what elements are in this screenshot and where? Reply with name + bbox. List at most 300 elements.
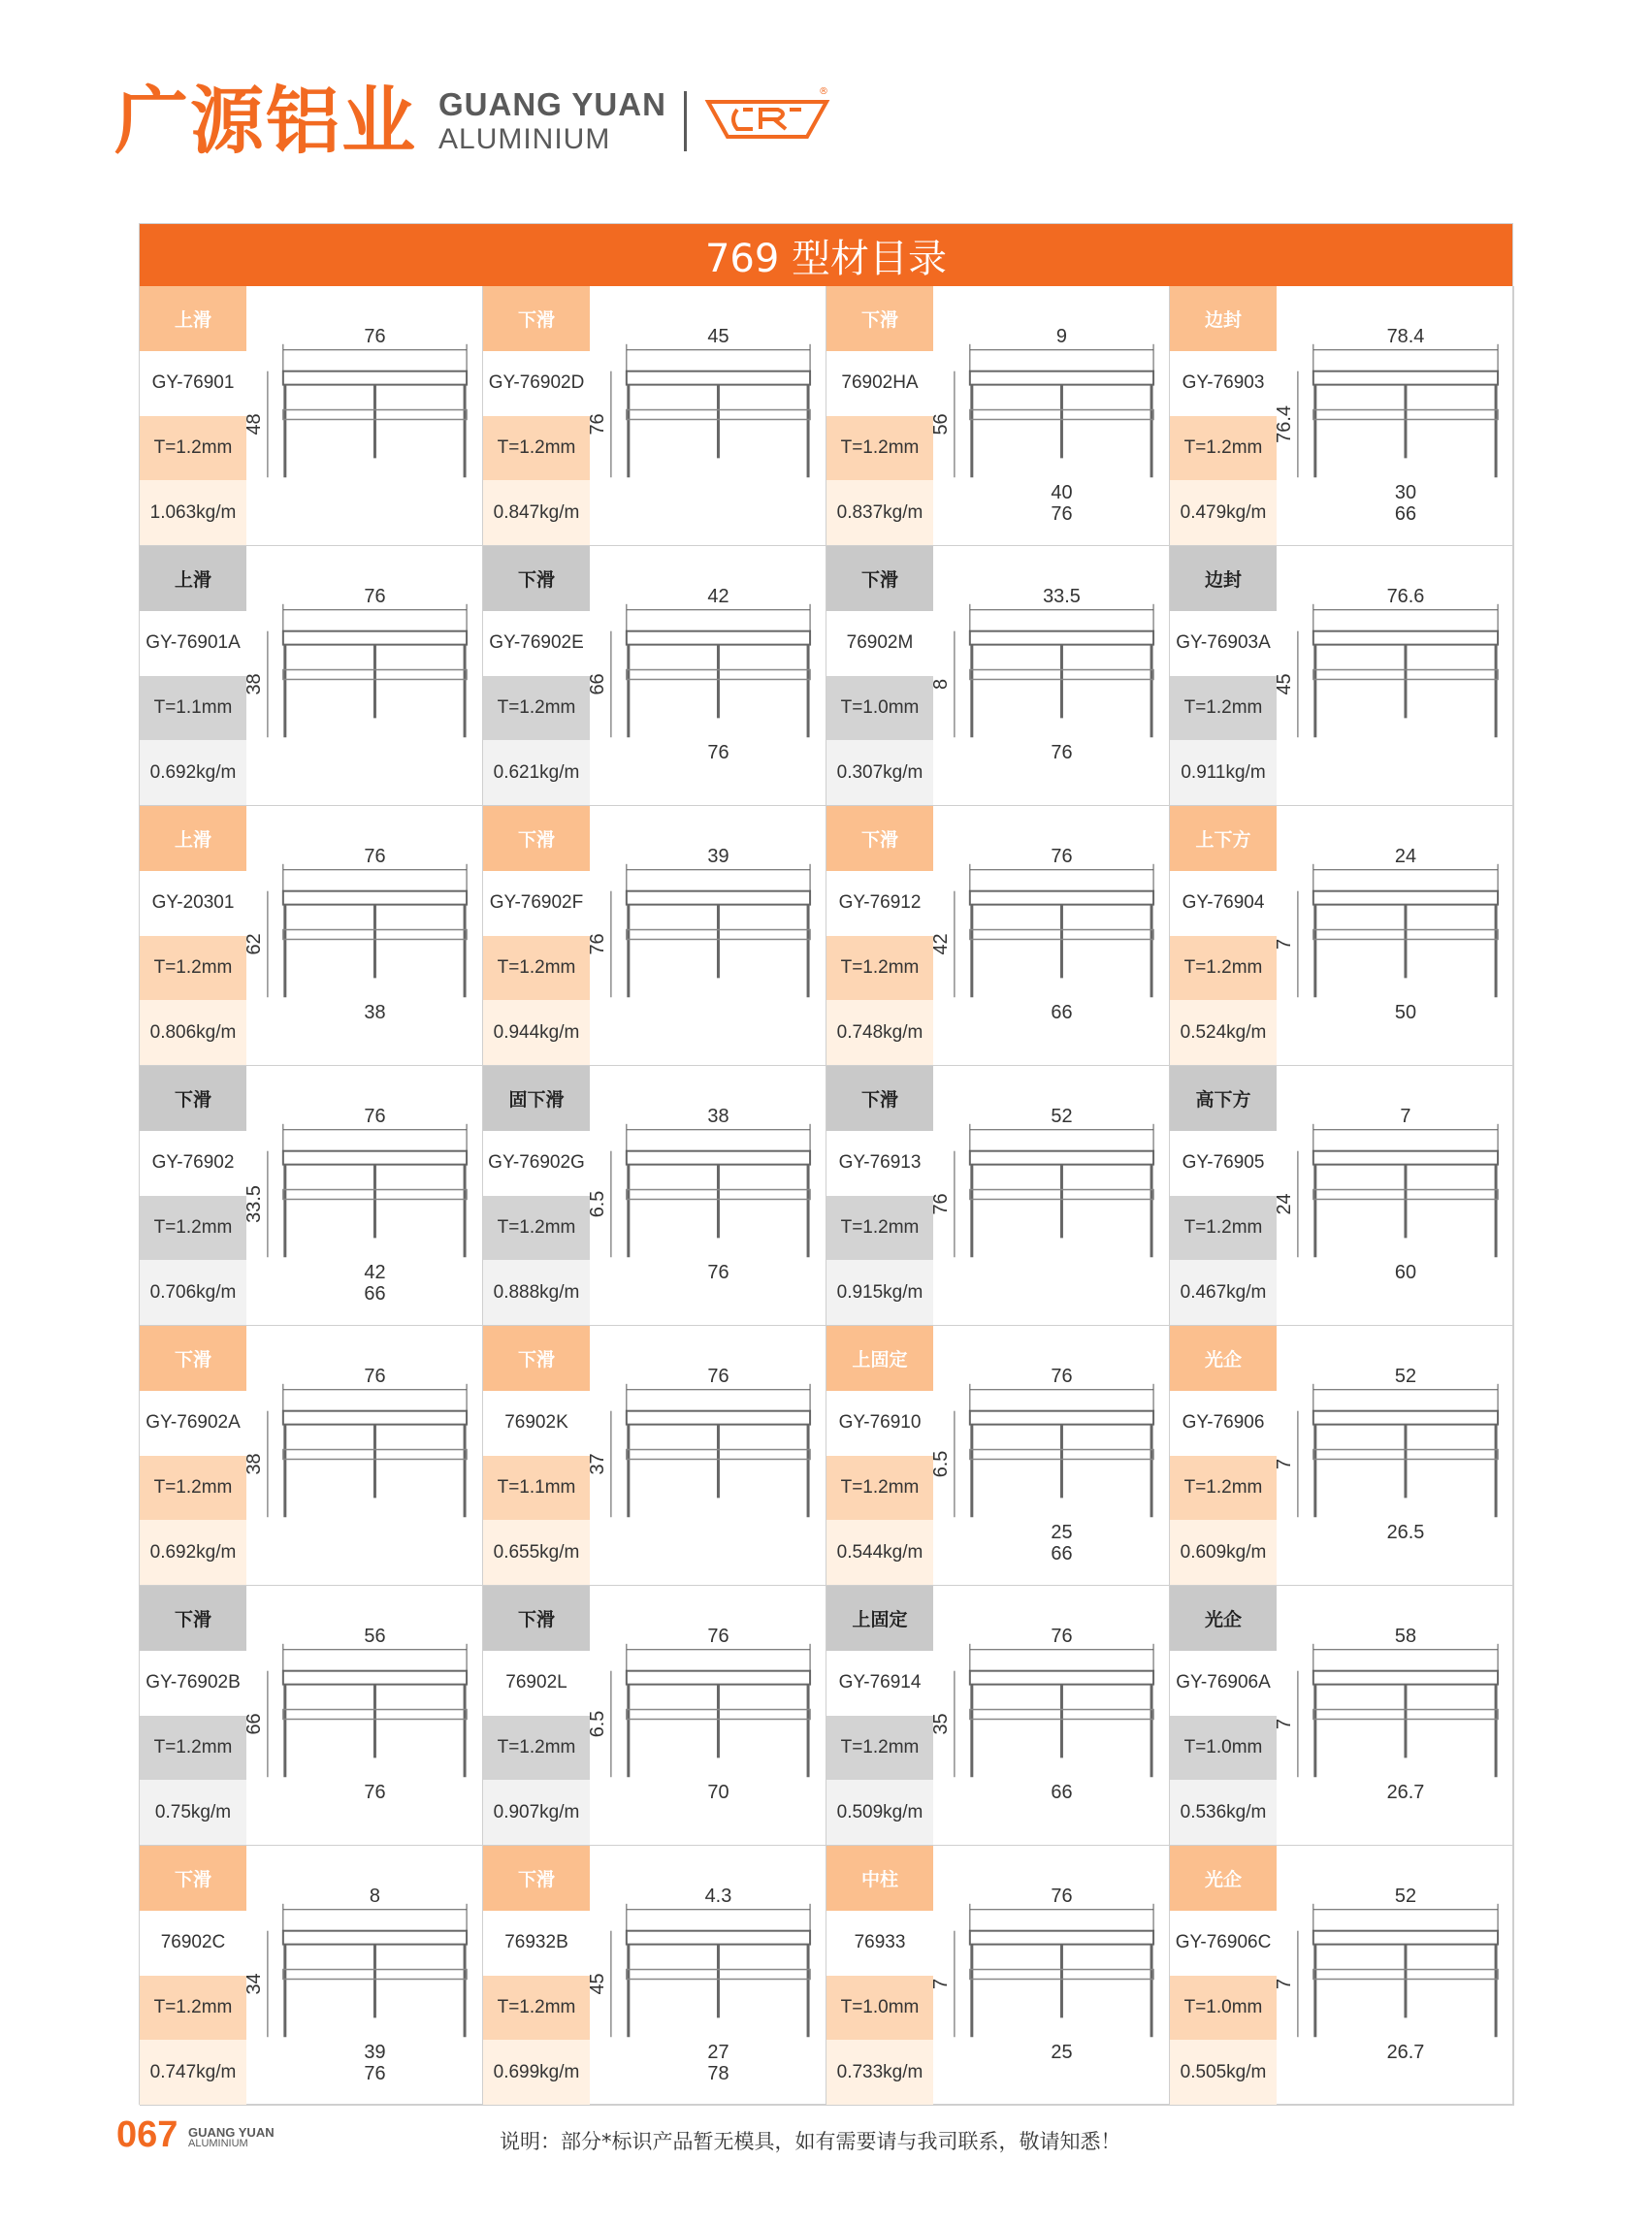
profile-drawing xyxy=(929,1066,1169,1325)
dimension-label: 24 xyxy=(1273,1193,1295,1215)
profile-catalog-table xyxy=(139,223,1513,2105)
profile-cell xyxy=(140,1326,483,1586)
profile-drawing xyxy=(586,806,826,1065)
profile-cell xyxy=(140,546,483,806)
footer-brand-line2: ALUMINIUM xyxy=(188,2138,248,2149)
profile-cell xyxy=(1170,1846,1514,2106)
dimension-label: 40 xyxy=(1051,482,1073,504)
dimension-label: 66 xyxy=(364,1283,386,1306)
profile-cross-section-icon xyxy=(243,286,482,545)
profile-cell xyxy=(140,1066,483,1326)
profile-info xyxy=(826,1846,933,2105)
profile-code: GY-76903 xyxy=(1170,351,1277,416)
profile-thickness: T=1.2mm xyxy=(140,416,246,481)
profile-info xyxy=(1170,546,1277,805)
profile-info xyxy=(826,1586,933,1845)
profile-cell xyxy=(826,806,1170,1066)
profile-code: GY-76914 xyxy=(826,1651,933,1716)
profile-cell xyxy=(826,1326,1170,1586)
profile-cross-section-icon xyxy=(586,1326,826,1585)
dimension-label: 7 xyxy=(1273,1718,1295,1730)
profile-info xyxy=(140,1846,246,2105)
profile-cell xyxy=(1170,806,1514,1066)
dimension-label: 58 xyxy=(1394,1625,1417,1647)
dimension-label: 45 xyxy=(1273,673,1295,695)
dimension-label: 52 xyxy=(1394,1365,1417,1387)
profile-drawing xyxy=(586,1066,826,1325)
dimension-label: 45 xyxy=(707,325,729,347)
dimension-label: 70 xyxy=(707,1782,729,1804)
profile-thickness: T=1.2mm xyxy=(1170,416,1277,481)
profile-type: 下滑 xyxy=(483,1846,590,1911)
profile-thickness: T=1.2mm xyxy=(140,1196,246,1261)
profile-drawing xyxy=(243,1586,482,1845)
profile-cross-section-icon xyxy=(929,1586,1169,1845)
brand-logo-icon xyxy=(704,81,830,162)
dimension-label: 76 xyxy=(364,585,386,607)
dimension-label: 48 xyxy=(243,413,265,435)
profile-info xyxy=(483,286,590,545)
profile-thickness: T=1.0mm xyxy=(826,676,933,741)
profile-weight: 0.307kg/m xyxy=(826,740,933,805)
profile-type: 上滑 xyxy=(140,546,246,611)
registered-mark: ® xyxy=(818,86,828,97)
dimension-label: 76 xyxy=(586,413,608,435)
profile-cell xyxy=(826,1846,1170,2106)
profile-info xyxy=(1170,1846,1277,2105)
profile-drawing xyxy=(1273,806,1513,1065)
dimension-label: 4.3 xyxy=(704,1885,732,1907)
dimension-label: 76 xyxy=(707,742,729,764)
profile-info xyxy=(483,806,590,1065)
profile-code: GY-76902D xyxy=(483,351,590,416)
profile-type: 下滑 xyxy=(483,546,590,611)
profile-type: 下滑 xyxy=(826,806,933,871)
profile-thickness: T=1.2mm xyxy=(483,676,590,741)
profile-info xyxy=(140,806,246,1065)
profile-cross-section-icon xyxy=(1273,546,1513,805)
profile-thickness: T=1.2mm xyxy=(140,1716,246,1781)
profile-code: GY-76906 xyxy=(1170,1391,1277,1456)
profile-info xyxy=(483,546,590,805)
profile-code: GY-76902 xyxy=(140,1131,246,1196)
profile-info xyxy=(1170,1066,1277,1325)
profile-thickness: T=1.2mm xyxy=(140,936,246,1001)
brand-name-en xyxy=(438,87,666,154)
dimension-label: 60 xyxy=(1394,1262,1417,1284)
profile-info xyxy=(826,286,933,545)
dimension-label: 27 xyxy=(707,2042,729,2064)
dimension-label: 76 xyxy=(364,1365,386,1387)
dimension-label: 78.4 xyxy=(1386,325,1425,347)
profile-cross-section-icon xyxy=(586,1846,826,2105)
profile-type: 光企 xyxy=(1170,1586,1277,1651)
profile-thickness: T=1.2mm xyxy=(1170,1196,1277,1261)
profile-drawing xyxy=(1273,546,1513,805)
profile-weight: 0.692kg/m xyxy=(140,1520,246,1585)
dimension-label: 76 xyxy=(364,325,386,347)
profile-cell xyxy=(826,1586,1170,1846)
dimension-label: 7 xyxy=(1273,1458,1295,1470)
brand-name-en-line1: GUANG YUAN xyxy=(438,86,666,123)
profile-type: 下滑 xyxy=(483,1586,590,1651)
profile-code: GY-76902B xyxy=(140,1651,246,1716)
profile-weight: 0.479kg/m xyxy=(1170,480,1277,545)
profile-weight: 0.747kg/m xyxy=(140,2040,246,2105)
profile-code: GY-76901A xyxy=(140,611,246,676)
brand-name-cn: 广源铝业 xyxy=(114,78,417,164)
brand-name-en-line2: ALUMINIUM xyxy=(438,122,611,155)
profile-code: GY-76902F xyxy=(483,871,590,936)
profile-info xyxy=(483,1846,590,2105)
profile-thickness: T=1.2mm xyxy=(483,1716,590,1781)
dimension-label: 24 xyxy=(1394,845,1417,867)
profile-cross-section-icon xyxy=(586,546,826,805)
profile-cross-section-icon xyxy=(929,546,1169,805)
profile-code: GY-76912 xyxy=(826,871,933,936)
profile-cross-section-icon xyxy=(929,1846,1169,2105)
dimension-label: 26.7 xyxy=(1386,1782,1425,1804)
profile-cell xyxy=(826,546,1170,806)
profile-type: 上固定 xyxy=(826,1326,933,1391)
profile-thickness: T=1.2mm xyxy=(140,1456,246,1521)
profile-cross-section-icon xyxy=(243,546,482,805)
profile-drawing xyxy=(586,546,826,805)
profile-drawing xyxy=(929,286,1169,545)
profile-cell xyxy=(483,1326,826,1586)
profile-drawing xyxy=(586,1586,826,1845)
profile-drawing xyxy=(243,546,482,805)
profile-code: GY-76910 xyxy=(826,1391,933,1456)
dimension-label: 52 xyxy=(1051,1105,1073,1127)
profile-info xyxy=(1170,1586,1277,1845)
profile-cross-section-icon xyxy=(1273,1066,1513,1325)
footer-note: 说明：部分*标识产品暂无模具，如有需要请与我司联系，敬请知悉！ xyxy=(500,2130,1121,2153)
dimension-label: 76 xyxy=(364,845,386,867)
profile-weight: 0.467kg/m xyxy=(1170,1260,1277,1325)
profile-type: 下滑 xyxy=(140,1066,246,1131)
profile-code: GY-76902G xyxy=(483,1131,590,1196)
profile-code: 76902K xyxy=(483,1391,590,1456)
dimension-label: 39 xyxy=(364,2042,386,2064)
profile-type: 中柱 xyxy=(826,1846,933,1911)
dimension-label: 38 xyxy=(364,1002,386,1024)
dimension-label: 8 xyxy=(369,1885,380,1907)
dimension-label: 76 xyxy=(1051,742,1073,764)
profile-thickness: T=1.2mm xyxy=(1170,936,1277,1001)
profile-cross-section-icon xyxy=(1273,1846,1513,2105)
dimension-label: 50 xyxy=(1394,1002,1417,1024)
dimension-label: 6.5 xyxy=(586,1190,608,1218)
profile-type: 上固定 xyxy=(826,1586,933,1651)
profile-type: 固下滑 xyxy=(483,1066,590,1131)
profile-type: 高下方 xyxy=(1170,1066,1277,1131)
profile-info xyxy=(1170,1326,1277,1585)
profile-weight: 0.837kg/m xyxy=(826,480,933,545)
profile-thickness: T=1.2mm xyxy=(1170,1456,1277,1521)
profile-weight: 0.524kg/m xyxy=(1170,1000,1277,1065)
profile-type: 下滑 xyxy=(483,1326,590,1391)
dimension-label: 7 xyxy=(1273,938,1295,951)
profile-info xyxy=(1170,286,1277,545)
profile-thickness: T=1.2mm xyxy=(826,1716,933,1781)
profile-cross-section-icon xyxy=(586,1066,826,1325)
dimension-label: 26.7 xyxy=(1386,2042,1425,2064)
profile-type: 下滑 xyxy=(826,1066,933,1131)
profile-cross-section-icon xyxy=(929,286,1169,545)
profile-drawing xyxy=(1273,1326,1513,1585)
profile-info xyxy=(140,1326,246,1585)
profile-cross-section-icon xyxy=(243,1586,482,1845)
profile-code: GY-76906A xyxy=(1170,1651,1277,1716)
dimension-label: 42 xyxy=(707,585,729,607)
profile-type: 下滑 xyxy=(483,806,590,871)
dimension-label: 66 xyxy=(1394,503,1417,526)
profile-drawing xyxy=(243,1846,482,2105)
dimension-label: 7 xyxy=(929,1978,952,1990)
profile-drawing xyxy=(586,1846,826,2105)
profile-type: 下滑 xyxy=(140,1846,246,1911)
profile-code: GY-76906C xyxy=(1170,1911,1277,1976)
dimension-label: 56 xyxy=(364,1625,386,1647)
profile-weight: 0.505kg/m xyxy=(1170,2040,1277,2105)
profile-weight: 0.544kg/m xyxy=(826,1520,933,1585)
dimension-label: 76 xyxy=(586,933,608,955)
profile-type: 光企 xyxy=(1170,1326,1277,1391)
profile-thickness: T=1.2mm xyxy=(140,1976,246,2041)
profile-code: GY-76902A xyxy=(140,1391,246,1456)
dimension-label: 25 xyxy=(1051,1522,1073,1544)
profile-cell xyxy=(140,1846,483,2106)
profile-thickness: T=1.2mm xyxy=(826,1456,933,1521)
profile-weight: 0.806kg/m xyxy=(140,1000,246,1065)
profile-weight: 0.944kg/m xyxy=(483,1000,590,1065)
profile-weight: 0.748kg/m xyxy=(826,1000,933,1065)
profile-cross-section-icon xyxy=(243,1066,482,1325)
profile-info xyxy=(826,1066,933,1325)
profile-drawing xyxy=(243,1066,482,1325)
profile-cell xyxy=(826,286,1170,546)
profile-type: 上滑 xyxy=(140,286,246,351)
brand-header xyxy=(114,68,830,175)
profile-thickness: T=1.0mm xyxy=(1170,1716,1277,1781)
dimension-label: 66 xyxy=(586,673,608,695)
dimension-label: 35 xyxy=(929,1713,952,1735)
profile-code: GY-76903A xyxy=(1170,611,1277,676)
dimension-label: 38 xyxy=(243,1453,265,1475)
profile-info xyxy=(826,546,933,805)
profile-cell xyxy=(1170,1326,1514,1586)
profile-info xyxy=(826,1326,933,1585)
profile-weight: 0.915kg/m xyxy=(826,1260,933,1325)
profile-code: GY-76913 xyxy=(826,1131,933,1196)
profile-weight: 1.063kg/m xyxy=(140,480,246,545)
dimension-label: 33.5 xyxy=(243,1185,265,1223)
dimension-label: 76 xyxy=(1051,845,1073,867)
profile-drawing xyxy=(929,806,1169,1065)
dimension-label: 76 xyxy=(707,1625,729,1647)
dimension-label: 45 xyxy=(586,1973,608,1995)
profile-type: 光企 xyxy=(1170,1846,1277,1911)
profile-cross-section-icon xyxy=(243,1326,482,1585)
profile-cross-section-icon xyxy=(586,286,826,545)
profile-type: 下滑 xyxy=(140,1326,246,1391)
profile-weight: 0.907kg/m xyxy=(483,1780,590,1845)
profile-info xyxy=(140,1586,246,1845)
dimension-label: 7 xyxy=(1273,1978,1295,1990)
profile-cross-section-icon xyxy=(1273,1326,1513,1585)
profile-cross-section-icon xyxy=(586,806,826,1065)
profile-info xyxy=(140,1066,246,1325)
profile-cell xyxy=(1170,1586,1514,1846)
dimension-label: 25 xyxy=(1051,2042,1073,2064)
dimension-label: 34 xyxy=(243,1973,265,1995)
profile-type: 下滑 xyxy=(826,286,933,351)
profile-grid xyxy=(140,286,1512,2106)
profile-drawing xyxy=(586,1326,826,1585)
profile-info xyxy=(826,806,933,1065)
profile-type: 下滑 xyxy=(140,1586,246,1651)
profile-thickness: T=1.2mm xyxy=(826,416,933,481)
profile-cross-section-icon xyxy=(1273,1586,1513,1845)
profile-code: 76932B xyxy=(483,1911,590,1976)
dimension-label: 9 xyxy=(1055,325,1067,347)
profile-thickness: T=1.1mm xyxy=(483,1456,590,1521)
dimension-label: 78 xyxy=(707,2063,729,2085)
profile-thickness: T=1.2mm xyxy=(483,416,590,481)
dimension-label: 42 xyxy=(364,1262,386,1284)
dimension-label: 76 xyxy=(364,1782,386,1804)
profile-thickness: T=1.2mm xyxy=(826,1196,933,1261)
dimension-label: 38 xyxy=(243,673,265,695)
dimension-label: 38 xyxy=(707,1105,729,1127)
profile-code: 76902L xyxy=(483,1651,590,1716)
dimension-label: 76 xyxy=(1051,1885,1073,1907)
profile-cell xyxy=(483,1846,826,2106)
profile-drawing xyxy=(586,286,826,545)
profile-thickness: T=1.2mm xyxy=(483,936,590,1001)
profile-type: 边封 xyxy=(1170,286,1277,351)
profile-weight: 0.692kg/m xyxy=(140,740,246,805)
catalog-title: 769 型材目录 xyxy=(140,224,1512,286)
dimension-label: 42 xyxy=(929,933,952,955)
footer-brand xyxy=(188,2126,275,2149)
dimension-label: 76 xyxy=(929,1193,952,1215)
profile-code: 76902HA xyxy=(826,351,933,416)
profile-code: 76902C xyxy=(140,1911,246,1976)
profile-weight: 0.911kg/m xyxy=(1170,740,1277,805)
profile-code: GY-76901 xyxy=(140,351,246,416)
profile-thickness: T=1.1mm xyxy=(140,676,246,741)
dimension-label: 39 xyxy=(707,845,729,867)
profile-code: GY-76902E xyxy=(483,611,590,676)
dimension-label: 52 xyxy=(1394,1885,1417,1907)
profile-info xyxy=(483,1586,590,1845)
profile-cell xyxy=(483,806,826,1066)
profile-cell xyxy=(483,1586,826,1846)
profile-cross-section-icon xyxy=(929,1066,1169,1325)
dimension-label: 8 xyxy=(929,678,952,691)
profile-type: 下滑 xyxy=(483,286,590,351)
profile-thickness: T=1.2mm xyxy=(826,936,933,1001)
profile-code: GY-76904 xyxy=(1170,871,1277,936)
dimension-label: 66 xyxy=(1051,1543,1073,1565)
profile-cell xyxy=(1170,546,1514,806)
profile-info xyxy=(1170,806,1277,1065)
profile-type: 下滑 xyxy=(826,546,933,611)
dimension-label: 6.5 xyxy=(929,1450,952,1478)
dimension-label: 66 xyxy=(1051,1002,1073,1024)
profile-weight: 0.75kg/m xyxy=(140,1780,246,1845)
profile-code: 76902M xyxy=(826,611,933,676)
profile-info xyxy=(140,286,246,545)
profile-code: 76933 xyxy=(826,1911,933,1976)
profile-weight: 0.847kg/m xyxy=(483,480,590,545)
profile-type: 边封 xyxy=(1170,546,1277,611)
dimension-label: 76.6 xyxy=(1386,585,1425,607)
profile-cross-section-icon xyxy=(243,806,482,1065)
profile-drawing xyxy=(929,1326,1169,1585)
profile-drawing xyxy=(1273,1586,1513,1845)
dimension-label: 7 xyxy=(1400,1105,1411,1127)
dimension-label: 62 xyxy=(243,933,265,955)
dimension-label: 76 xyxy=(1051,1625,1073,1647)
profile-thickness: T=1.2mm xyxy=(1170,676,1277,741)
profile-weight: 0.699kg/m xyxy=(483,2040,590,2105)
profile-weight: 0.706kg/m xyxy=(140,1260,246,1325)
profile-cell xyxy=(140,806,483,1066)
dimension-label: 76 xyxy=(364,2063,386,2085)
dimension-label: 76 xyxy=(707,1262,729,1284)
profile-weight: 0.609kg/m xyxy=(1170,1520,1277,1585)
profile-drawing xyxy=(243,806,482,1065)
profile-code: GY-76905 xyxy=(1170,1131,1277,1196)
profile-drawing xyxy=(929,1846,1169,2105)
profile-thickness: T=1.0mm xyxy=(1170,1976,1277,2041)
profile-info xyxy=(483,1326,590,1585)
dimension-label: 66 xyxy=(1051,1782,1073,1804)
dimension-label: 76 xyxy=(364,1105,386,1127)
profile-drawing xyxy=(243,286,482,545)
dimension-label: 66 xyxy=(243,1713,265,1735)
profile-cell xyxy=(140,286,483,546)
profile-cell xyxy=(1170,1066,1514,1326)
profile-cell xyxy=(1170,286,1514,546)
profile-cell xyxy=(483,286,826,546)
profile-drawing xyxy=(929,546,1169,805)
profile-drawing xyxy=(243,1326,482,1585)
profile-weight: 0.655kg/m xyxy=(483,1520,590,1585)
page-number: 067 xyxy=(116,2114,178,2155)
profile-type: 上滑 xyxy=(140,806,246,871)
dimension-label: 6.5 xyxy=(586,1710,608,1738)
dimension-label: 76 xyxy=(707,1365,729,1387)
profile-info xyxy=(483,1066,590,1325)
profile-drawing xyxy=(1273,286,1513,545)
profile-type: 上下方 xyxy=(1170,806,1277,871)
dimension-label: 33.5 xyxy=(1043,585,1081,607)
profile-drawing xyxy=(1273,1846,1513,2105)
profile-cell xyxy=(483,1066,826,1326)
profile-weight: 0.621kg/m xyxy=(483,740,590,805)
profile-weight: 0.536kg/m xyxy=(1170,1780,1277,1845)
dimension-label: 76 xyxy=(1051,503,1073,526)
profile-code: GY-20301 xyxy=(140,871,246,936)
profile-thickness: T=1.2mm xyxy=(483,1196,590,1261)
dimension-label: 30 xyxy=(1394,482,1417,504)
profile-cross-section-icon xyxy=(243,1846,482,2105)
profile-cross-section-icon xyxy=(1273,286,1513,545)
